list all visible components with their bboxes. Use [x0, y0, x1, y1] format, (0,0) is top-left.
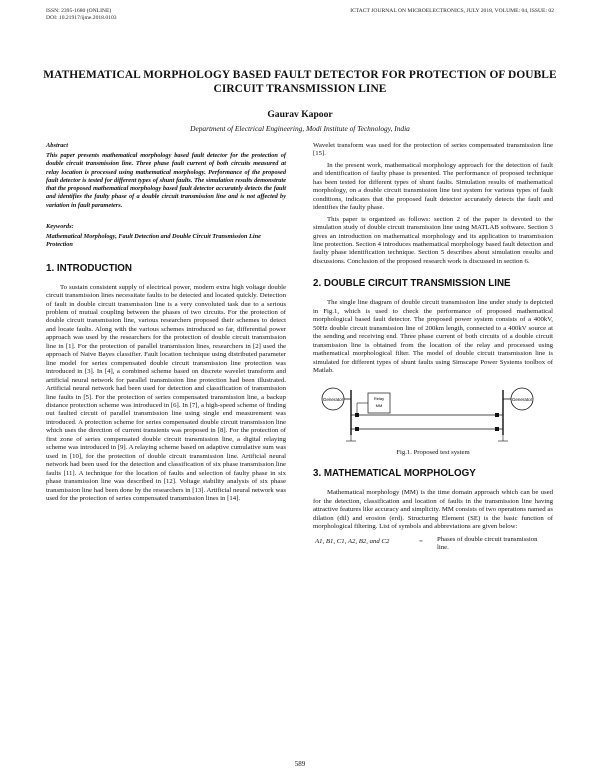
paper-title: MATHEMATICAL MORPHOLOGY BASED FAULT DETECTOR FOR PROTECTION OF DOUBLE CIRCUIT TRANSMISSION LINE: [43, 69, 557, 95]
page-number: 589: [294, 760, 306, 768]
symbol-description: Phases of double circuit transmission line.: [437, 535, 538, 552]
left-column: [46, 142, 286, 503]
symbol-list-item: [313, 536, 553, 554]
right-generator-icon: [511, 388, 533, 410]
breaker-c1-left: [355, 413, 359, 417]
author: Gaurav Kapoor: [267, 109, 333, 120]
symbol-equals: =: [419, 537, 423, 545]
header-left: [46, 8, 117, 22]
figure-caption: Fig.1. Proposed test system: [396, 449, 470, 457]
right-column: [313, 142, 553, 554]
figure-1: [313, 385, 553, 445]
breaker-c1-right: [495, 413, 499, 417]
intro-paragraph-1: To sustain consistent supply of electrical power, modern extra high voltage double circuit transmission lines necessitate faults to be detected and located quickly. Detection of fault in double circuit transmission line is a very convoluted task due to a serious problem of mutual coupling between the phases of two circuits. For the protection of double circuit transmission line, various researchers proposed their schemes to detect and locate faults. Along with the various schemes introduced so far, differential power approach was used by the researchers for the protection of double circuit transmission line in [1]. For the protection of parallel transmission lines, researchers in [2] used the approach of Naive Bayes classifier. Fault location technique using distributed parameter line model for series compensated double circuit transmission line protection was introduced in [3]. In [4], a combined scheme based on discrete wavelet transform and artificial neural network for parallel transmission line protection had been illustrated. Artificial neural network had been used for detection and classification of transmission line faults in [5]. For the protection of series compensated transmission line, a backup distance protection scheme was introduced in [6]. In [7], a high-speed scheme of finding out faulted circuit of parallel transmission line using single end measurement was introduced. A protection scheme for series compensated double circuit transmission line which uses the direction of current transients was proposed in [8]. For the protection of first zone of series compensated double circuit transmission line, a digital relaying scheme was introduced in [9]. A relaying scheme based on adaptive cumulative sum was used in [10], for the protection of double circuit transmission line. Artificial neural network had been used for the detection and classification of six phase transmission line faults [11]. A technique for the location of faults and selection of faulty phase in six phase transmission line was described in [12]. Voltage stability analysis of six phase transmission line had been done by the researchers in [13]. Artificial neural network was used for the protection of series compensated transmission lines in [14].: [46, 283, 286, 502]
test-system-diagram: [313, 385, 553, 445]
section-3-paragraph: Mathematical morphology (MM) is the time domain approach which can be used for the detection, classification and location of faults in the transmission line having attractive features like accuracy and simplicity. MM consists of two operations named as dilation (dil) and erosion (erd). Structuring Element (SE) is the basic function of morphological filtering. List of symbols and abbreviations are given below:: [313, 489, 553, 531]
breaker-c2-right: [495, 427, 499, 431]
issn: ISSN: 2395-1680 (ONLINE): [46, 8, 112, 14]
relay-icon: [357, 393, 390, 415]
abstract-heading: Abstract: [46, 142, 69, 149]
left-generator-label: Generator: [322, 397, 344, 403]
symbol-name: A1, B1, C1, A2, B2, and C2: [315, 537, 390, 545]
relay-label: Relay: [373, 396, 385, 402]
intro-paragraph-3: In the present work, mathematical morphology approach for the detection of fault and identification of faulty phase is presented. The performance of proposed technique has been tested for different types of shunt faults. Simulation results of mathematical morphology, on a double circuit transmission line test system for various types of fault conditions, indicates that the proposed fault detector accurately detects the fault and identifies the faulty phase.: [313, 161, 553, 212]
abstract-text: This paper presents mathematical morphology based fault detector for the protection of double circuit transmission line. Three phase fault current of both circuits measured at relay location is processed using mathematical morphology. Performance of the proposed fault detector is tested for different types of shunt faults. The simulation results demonstrate that the proposed mathematical morphology based fault detector accurately detects the fault and identifies the faulty phase of a double circuit transmission line and is not affected by variation in fault parameters.: [46, 152, 286, 209]
left-generator-icon: [322, 388, 344, 410]
journal-header: ICTACT JOURNAL ON MICROELECTRONICS, JULY 2018, VOLUME: 04, ISSUE: 02: [350, 8, 554, 14]
relay-sub-label: MM: [375, 403, 383, 409]
section-1-heading: 1. INTRODUCTION: [46, 262, 132, 274]
keywords-heading: Keywords:: [46, 223, 74, 231]
intro-paragraph-4: This paper is organized as follows: section 2 of the paper is devoted to the simulation study of double circuit transmission line using MATLAB software. Section 3 gives an introduction on mathematical morphology and its application to transmission line protection. Section 4 introduces mathematical morphology based fault detection and faulty phase identification technique. Section 5 describes about simulation results and discussions. Conclusion of the proposed research work is discussed in section 6.: [313, 215, 553, 265]
doi: DOI: 10.21917/ijme.2018.0103: [46, 15, 117, 21]
section-2-paragraph: The single line diagram of double circuit transmission line under study is depicted in Fig.1, which is used to check the performance of proposed mathematical morphological based fault detector. The proposed power system consists of a 400kV, 50Hz double circuit transmission line of 200km length, connected to a 400kV source at the sending and receiving end. Three phase current of both circuits of a double circuit transmission line is obtained from the location of the relay and processed using mathematical morphological filter. The model of double circuit transmission line is simulated for different types of shunt faults using Simscape Power Systems toolbox of Matlab.: [313, 299, 553, 374]
keywords-text: Mathematical Morphology, Fault Detection and Double Circuit Transmission Line Protection: [46, 233, 261, 249]
breaker-c2-left: [355, 427, 359, 431]
intro-paragraph-2: Wavelet transform was used for the protection of series compensated transmission line [15].: [313, 142, 553, 158]
right-generator-label: Generator: [511, 397, 533, 403]
section-2-heading: 2. DOUBLE CIRCUIT TRANSMISSION LINE: [313, 278, 511, 290]
affiliation: Department of Electrical Engineering, Modi Institute of Technology, India: [190, 124, 410, 133]
section-3-heading: 3. MATHEMATICAL MORPHOLOGY: [313, 468, 476, 480]
